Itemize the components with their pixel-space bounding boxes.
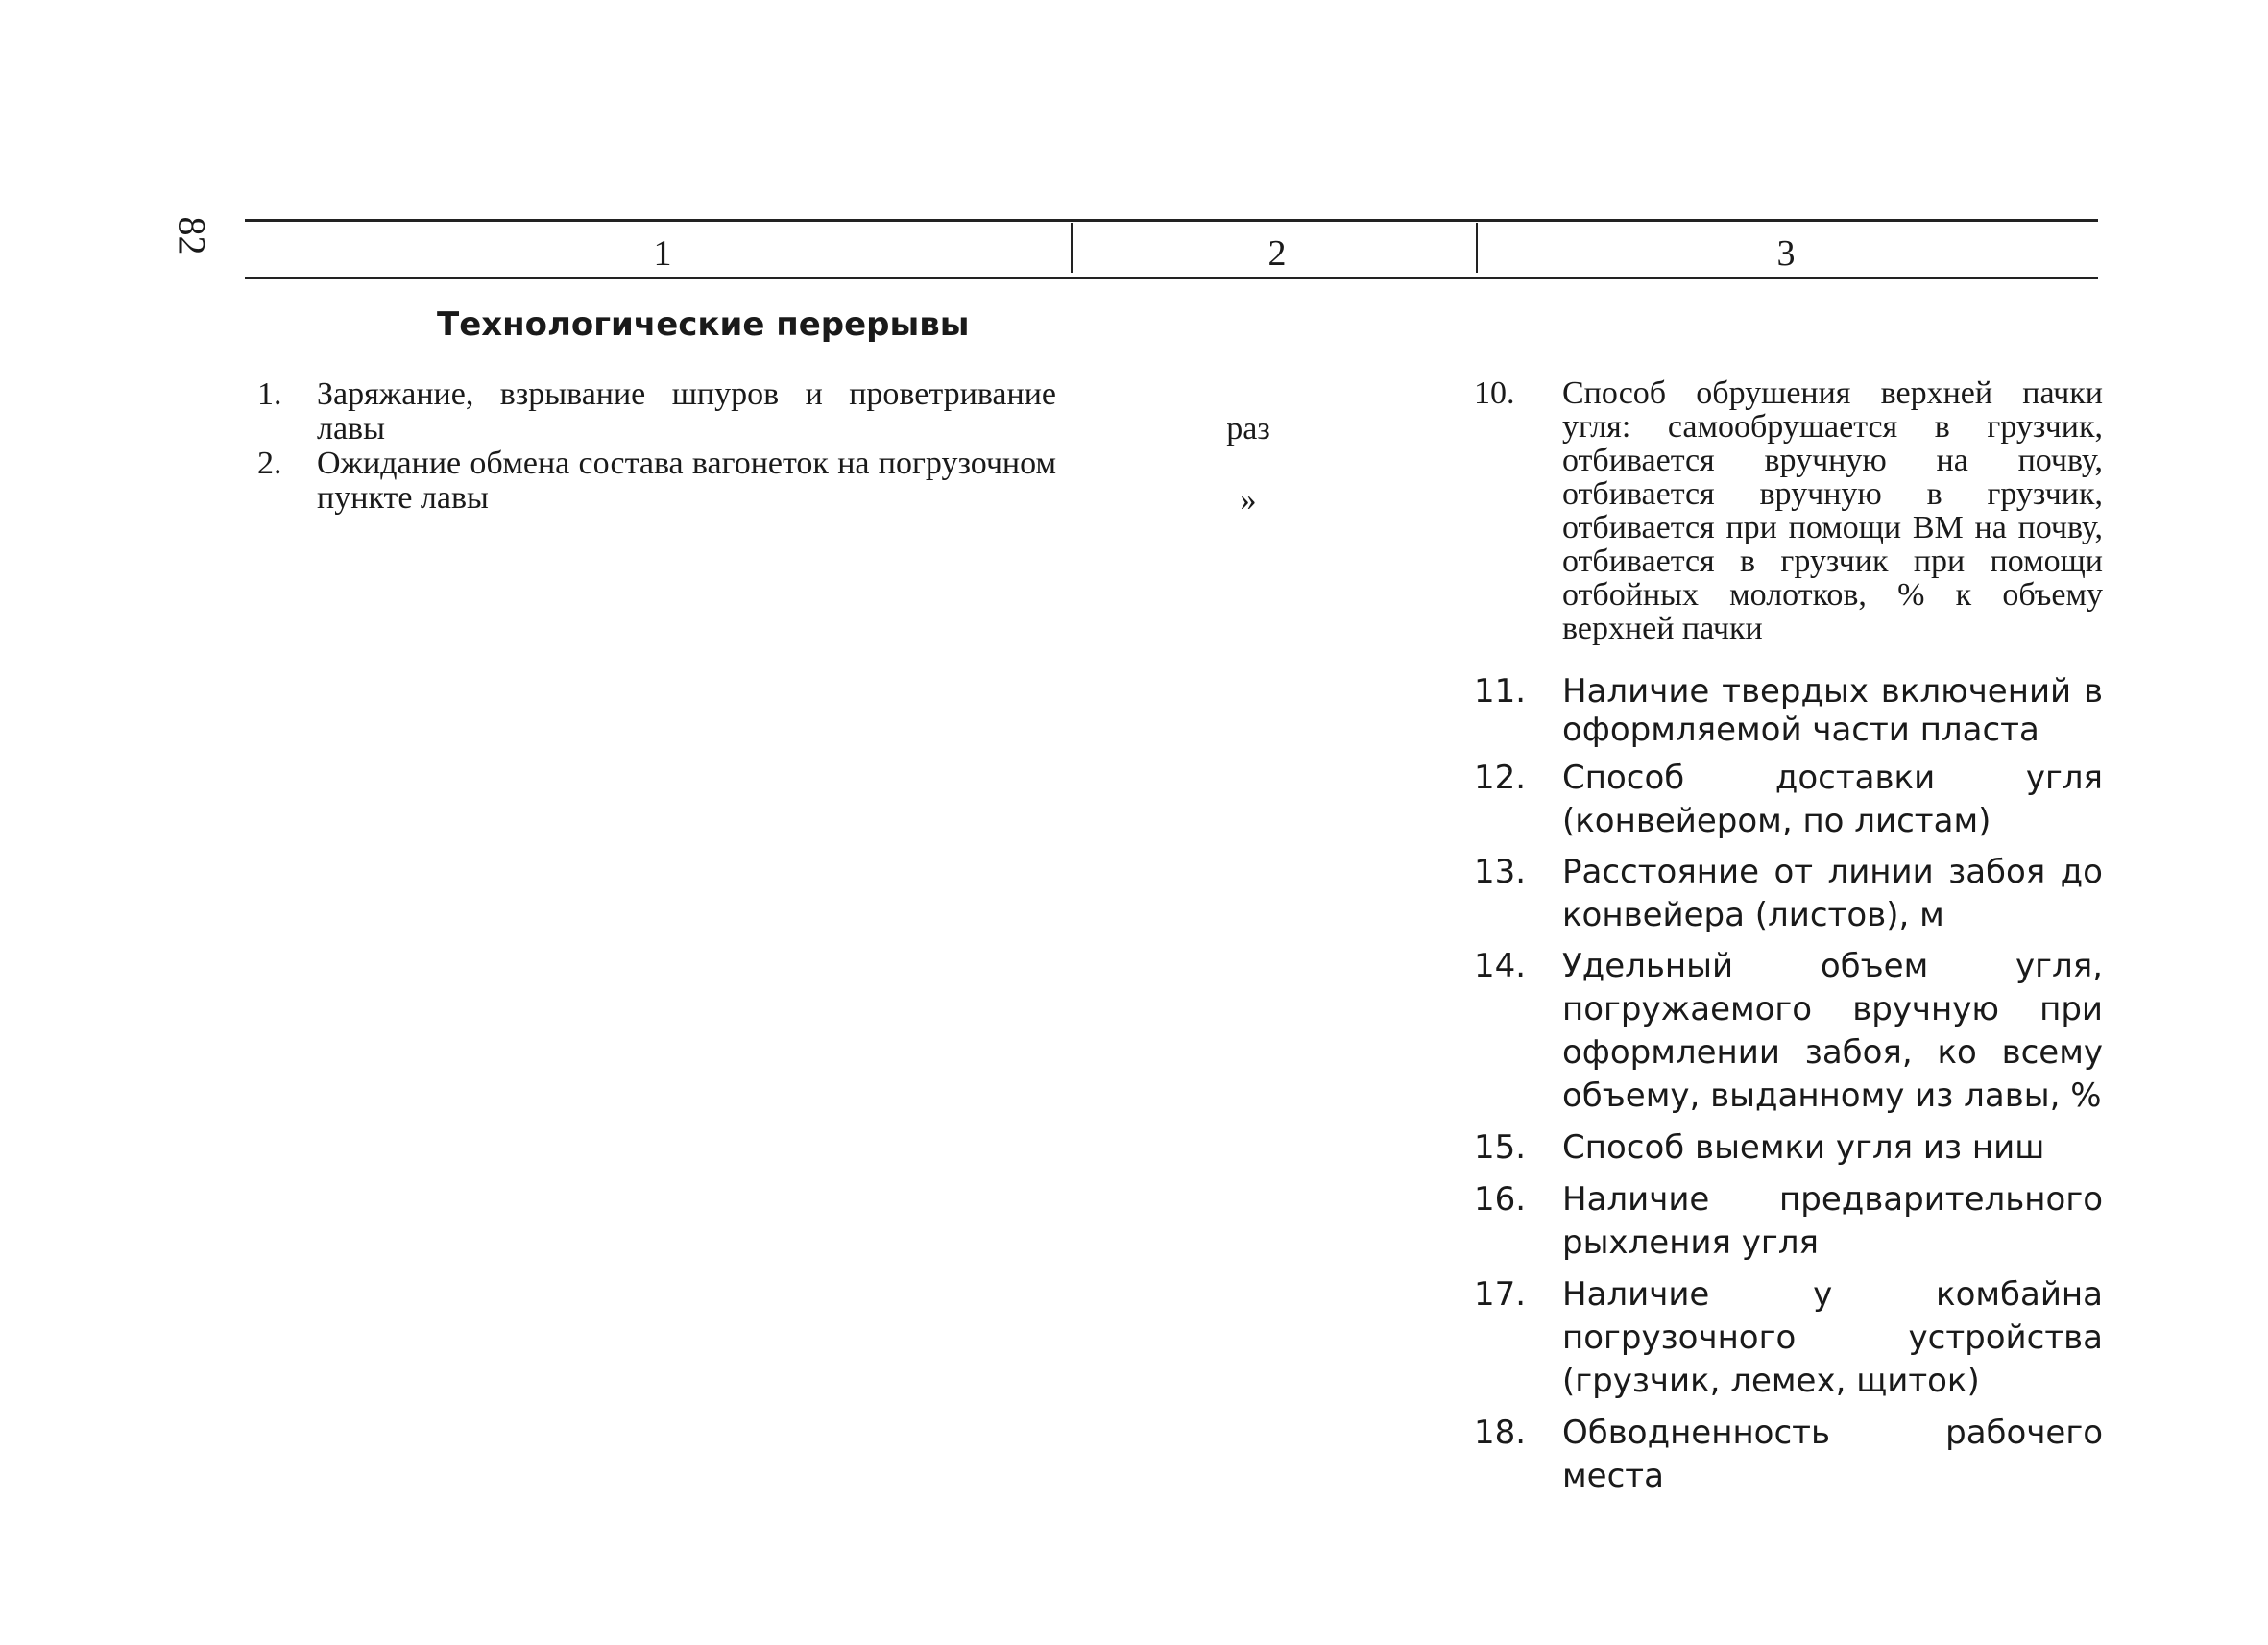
item-number: 12. [1474, 759, 1527, 797]
item-number: 18. [1474, 1414, 1527, 1452]
list-item [1474, 1178, 2103, 1265]
item-text: Способ выемки угля из ниш [1562, 1128, 2045, 1167]
item-unit: » [1240, 482, 1257, 518]
page-number: 82 [170, 216, 214, 255]
item-number: 17. [1474, 1275, 1527, 1314]
column-divider-2 [1476, 223, 1478, 273]
item-number: 2. [257, 446, 282, 481]
item-number: 15. [1474, 1128, 1527, 1167]
list-item [1474, 945, 2103, 1118]
item-number: 13. [1474, 853, 1527, 891]
list-item [1474, 851, 2103, 937]
item-text: Расстояние от линии забоя до конвейера (листов), м [1562, 853, 2103, 934]
item-text: Ожидание обмена состава вагонеток на погрузочном пункте лавы [317, 446, 1056, 516]
item-number: 11. [1474, 672, 1527, 711]
list-item [257, 377, 1064, 447]
item-unit: раз [1226, 411, 1270, 447]
section-title: Технологические перерывы [437, 305, 970, 344]
list-item [1474, 672, 2103, 749]
item-text: Удельный объем угля, погружаемого вручную при оформлении забоя, ко всему объему, выданному из лавы, % [1562, 947, 2103, 1115]
item-text: Обводненность рабочего места [1562, 1414, 2103, 1495]
list-item [1474, 1412, 2103, 1498]
list-item [257, 447, 1064, 516]
item-text: Заряжание, взрывание шпуров и проветривание лавы [317, 376, 1056, 447]
column-header-3: 3 [1776, 233, 1796, 274]
item-text: Наличие предварительного рыхления угля [1562, 1180, 2103, 1262]
table-top-rule [245, 219, 2098, 222]
item-text: Наличие твердых включений в оформляемой части пласта [1562, 672, 2103, 749]
item-number: 14. [1474, 947, 1527, 985]
item-number: 16. [1474, 1180, 1527, 1219]
list-item [1474, 1273, 2103, 1403]
list-item [1474, 1126, 2103, 1170]
item-text: Наличие у комбайна погрузочного устройства (грузчик, лемех, щиток) [1562, 1275, 2103, 1400]
list-item [1474, 376, 2103, 645]
column-header-1: 1 [653, 233, 672, 274]
item-text: Способ доставки угля (конвейером, по листам) [1562, 759, 2103, 840]
table-header-rule [245, 277, 2098, 279]
item-number: 10. [1474, 375, 1515, 411]
column-header-2: 2 [1267, 233, 1287, 274]
item-number: 1. [257, 376, 282, 412]
list-item [1474, 757, 2103, 843]
column-divider-1 [1071, 223, 1073, 273]
item-text: Способ обрушения верхней пачки угля: самообрушается в грузчик, отбивается вручную на почву, отбивается вручную в грузчик, отбивается при помощи ВМ на почву, отбивается в грузчик при помощи отбойных молотков, % к объему верхней пачки [1562, 375, 2103, 646]
